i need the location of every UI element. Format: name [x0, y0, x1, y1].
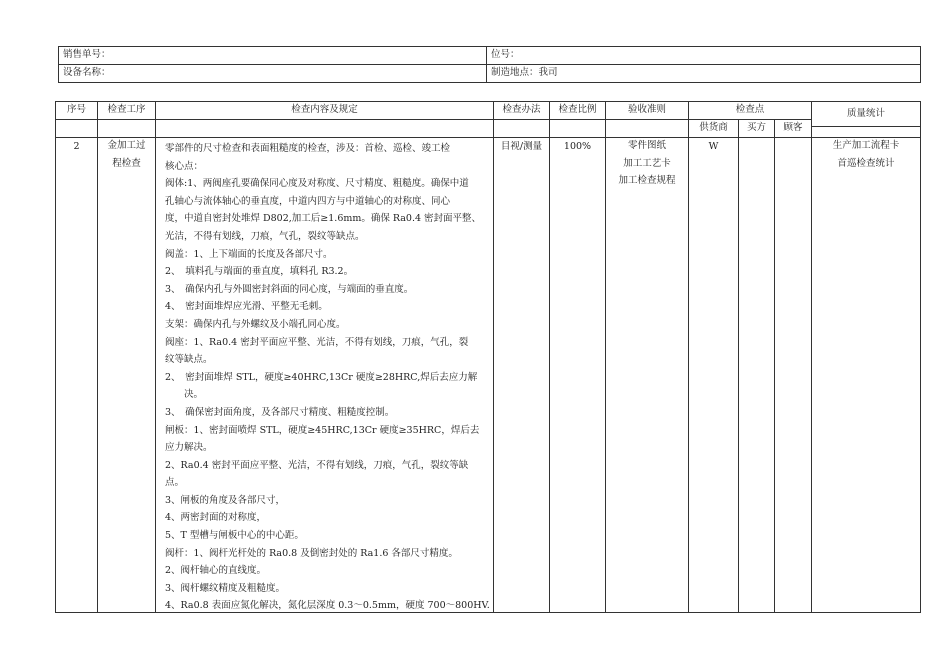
col-content-header: 检查内容及规定	[291, 104, 358, 115]
col-checkpoint-header: 检查点	[735, 104, 765, 115]
inspection-content	[165, 140, 493, 615]
content-line: 4、Ra0.8 表面应氮化解决，氮化层深度 0.3～0.5mm，硬度 700～800HV.	[165, 600, 490, 612]
content-line: 决。	[165, 389, 204, 401]
sales-order-label: 销售单号：	[63, 49, 111, 60]
content-line: 2、 填料孔与端面的垂直度，填料孔 R3.2。	[165, 266, 354, 278]
content-line: 4、两密封面的对称度，	[165, 512, 267, 524]
content-line: 点。	[165, 477, 185, 489]
col-ratio-header: 检查比例	[558, 104, 597, 115]
content-line: 4、 密封面堆焊应光滑、平整无毛刺。	[165, 301, 328, 313]
col-seq-header: 序号	[66, 104, 86, 115]
content-line: 2、阀杆轴心的直线度。	[165, 565, 267, 577]
content-line: 闸板：1、密封面喷焊 STL，硬度≥45HRC,13Cr 硬度≥35HRC，焊后去	[165, 424, 480, 436]
content-line: 3、 确保密封面角度，及各部尺寸精度、粗糙度控制。	[165, 406, 395, 418]
content-line: 3、 确保内孔与外圆密封斜面的同心度，与端面的垂直度。	[165, 283, 414, 295]
content-line: 支架：确保内孔与外螺纹及小端孔同心度。	[165, 318, 346, 330]
row-supplier: W	[708, 141, 719, 152]
content-line: 阀座：1、Ra0.4 密封平面应平整、光洁，不得有划线，刀痕，气孔，裂	[165, 336, 469, 348]
content-line: 光洁，不得有划线，刀痕，气孔，裂纹等缺点。	[165, 230, 365, 242]
content-line: 5、T 型槽与闸板中心的中心距。	[165, 530, 304, 542]
row-method: 目视/测量	[500, 141, 543, 152]
row-criteria: 零件图纸 加工工艺卡 加工检查规程	[618, 140, 676, 186]
content-line: 2、Ra0.4 密封平面应平整、光洁，不得有划线，刀痕，气孔，裂纹等缺	[165, 459, 469, 471]
content-line: 阀杆：1、阀杆光杆处的 Ra0.8 及倒密封处的 Ra1.6 各部尺寸精度。	[165, 547, 458, 559]
col-process-header: 检查工序	[107, 104, 146, 115]
content-line: 核心点：	[165, 160, 204, 172]
manufacture-location-label: 制造地点：我司	[491, 67, 558, 78]
col-criteria-header: 验收准则	[627, 104, 666, 115]
content-line: 3、阀杆螺纹精度及粗糙度。	[165, 582, 286, 594]
row-seq: 2	[73, 141, 80, 152]
content-line: 2、 密封面堆焊 STL，硬度≥40HRC,13Cr 硬度≥28HRC,焊后去应力解	[165, 371, 478, 383]
col-quality-header: 质量统计	[846, 108, 885, 119]
content-line: 零部件的尺寸检查和表面粗糙度的检查，涉及：首检、巡检、竣工检	[165, 143, 451, 154]
content-line: 3、闸板的角度及各部尺寸，	[165, 494, 286, 506]
content-line: 应力解决。	[165, 442, 213, 454]
content-line: 度，中道自密封处堆焊 D802,加工后≥1.6mm。确保 Ra0.4 密封面平整、	[165, 213, 482, 225]
content-line: 阀盖：1、上下端面的长度及各部尺寸。	[165, 248, 333, 260]
col-buyer-header: 买方	[746, 122, 766, 133]
col-supplier-header: 供货商	[699, 122, 728, 133]
content-line: 纹等缺点。	[165, 354, 213, 366]
col-method-header: 检查办法	[502, 104, 541, 115]
row-ratio: 100%	[563, 141, 592, 152]
row-process: 金加工过 程检查	[107, 140, 146, 169]
equipment-label: 设备名称：	[63, 67, 111, 78]
content-line: 孔轴心与流体轴心的垂直度，中道内四方与中道轴心的对称度、同心	[165, 195, 451, 207]
row-quality: 生产加工流程卡 首巡检查统计	[832, 140, 900, 169]
content-line: 阀体:1、两阀座孔要确保同心度及对称度、尺寸精度、粗糙度。确保中道	[165, 178, 469, 190]
position-label: 位号：	[491, 49, 520, 60]
col-customer-header: 顾客	[783, 122, 803, 133]
